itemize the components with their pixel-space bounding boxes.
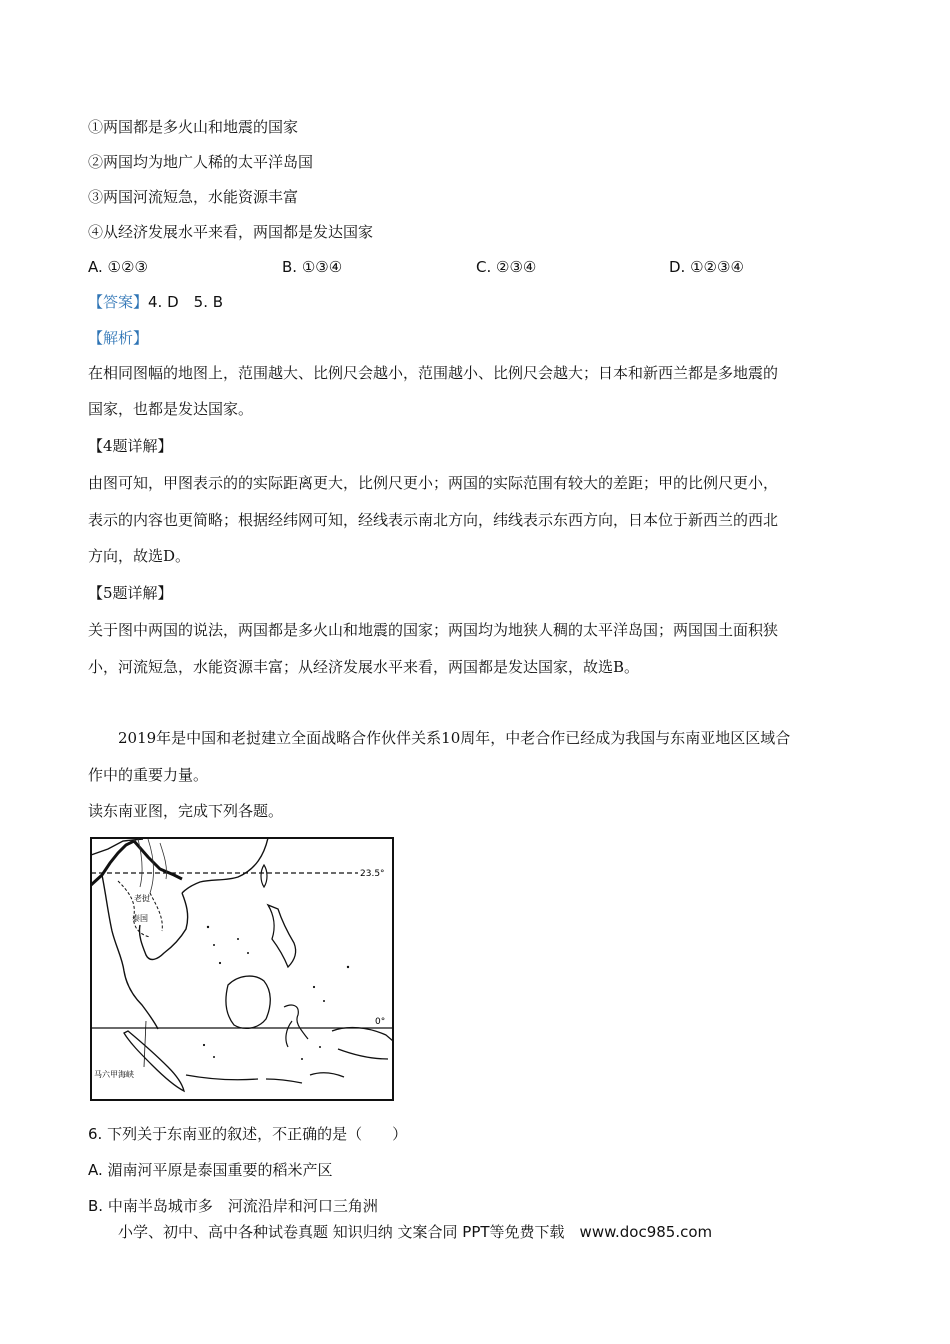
answer-text: 4. D 5. B — [148, 293, 224, 311]
option-d — [669, 257, 744, 277]
map-label-laos: 老挝 — [134, 894, 150, 903]
intro-line-1: 2019年是中国和老挝建立全面战略合作伙伴关系10周年，中老合作已经成为我国与东南亚地区区域合 — [118, 729, 791, 747]
option-text: ①②③ — [107, 258, 148, 276]
option-letter: B. — [282, 258, 298, 276]
analysis-line-1: 在相同图幅的地图上，范围越大、比例尺会越小，范围越小、比例尺会越大；日本和新西兰都是多地震的 — [88, 364, 779, 382]
option-text: ②③④ — [496, 258, 537, 276]
detail4-line-3: 方向，故选D。 — [88, 547, 191, 565]
statement-1: ①两国都是多火山和地震的国家 — [88, 118, 299, 136]
southeast-asia-map — [88, 835, 396, 1103]
q6-option-b: B. 中南半岛城市多 河流沿岸和河口三角洲 — [88, 1197, 378, 1215]
option-text: ①②③④ — [690, 258, 744, 276]
footer-ad: 小学、初中、高中各种试卷真题 知识归纳 文案合同 PPT等免费下载 www.doc985.com — [118, 1223, 713, 1241]
intro-line-2: 作中的重要力量。 — [88, 766, 209, 784]
detail5-heading: 【5题详解】 — [88, 584, 173, 602]
answer-tag: 【答案】 — [88, 293, 149, 311]
detail5-line-2: 小，河流短急，水能资源丰富；从经济发展水平来看，两国都是发达国家，故选B。 — [88, 658, 640, 676]
lat-23-label: 23.5° — [360, 869, 385, 879]
statement-2: ②两国均为地广人稀的太平洋岛国 — [88, 153, 314, 171]
detail4-line-1: 由图可知，甲图表示的的实际距离更大，比例尺更小；两国的实际范围有较大的差距；甲的比例尺更小， — [88, 474, 779, 492]
option-letter: A. — [88, 258, 103, 276]
analysis-line-2: 国家，也都是发达国家。 — [88, 400, 254, 418]
option-c — [476, 257, 536, 277]
option-text: ①③④ — [301, 258, 343, 276]
answer-line — [88, 292, 223, 312]
detail5-line-1: 关于图中两国的说法，两国都是多火山和地震的国家；两国均为地狭人稠的太平洋岛国；两国国土面积狭 — [88, 621, 779, 639]
statement-3: ③两国河流短急，水能资源丰富 — [88, 188, 299, 206]
q6-option-a: A. 湄南河平原是泰国重要的稻米产区 — [88, 1161, 333, 1179]
map-label-thailand: 泰国 — [132, 914, 148, 923]
analysis-tag: 【解析】 — [88, 329, 149, 347]
detail4-heading: 【4题详解】 — [88, 437, 173, 455]
detail4-line-2: 表示的内容也更简略；根据经纬网可知，经线表示南北方向，纬线表示东西方向，日本位于新西兰的西北 — [88, 511, 779, 529]
equator-label: 0° — [375, 1017, 386, 1027]
option-letter: C. — [476, 258, 492, 276]
option-b — [282, 257, 342, 277]
intro-instruction: 读东南亚图，完成下列各题。 — [88, 802, 284, 820]
statement-4: ④从经济发展水平来看，两国都是发达国家 — [88, 223, 374, 241]
option-a — [88, 257, 148, 277]
malacca-strait-label: 马六甲海峡 — [94, 1070, 134, 1079]
q6-stem: 6. 下列关于东南亚的叙述，不正确的是（ ） — [88, 1125, 408, 1143]
option-letter: D. — [669, 258, 686, 276]
